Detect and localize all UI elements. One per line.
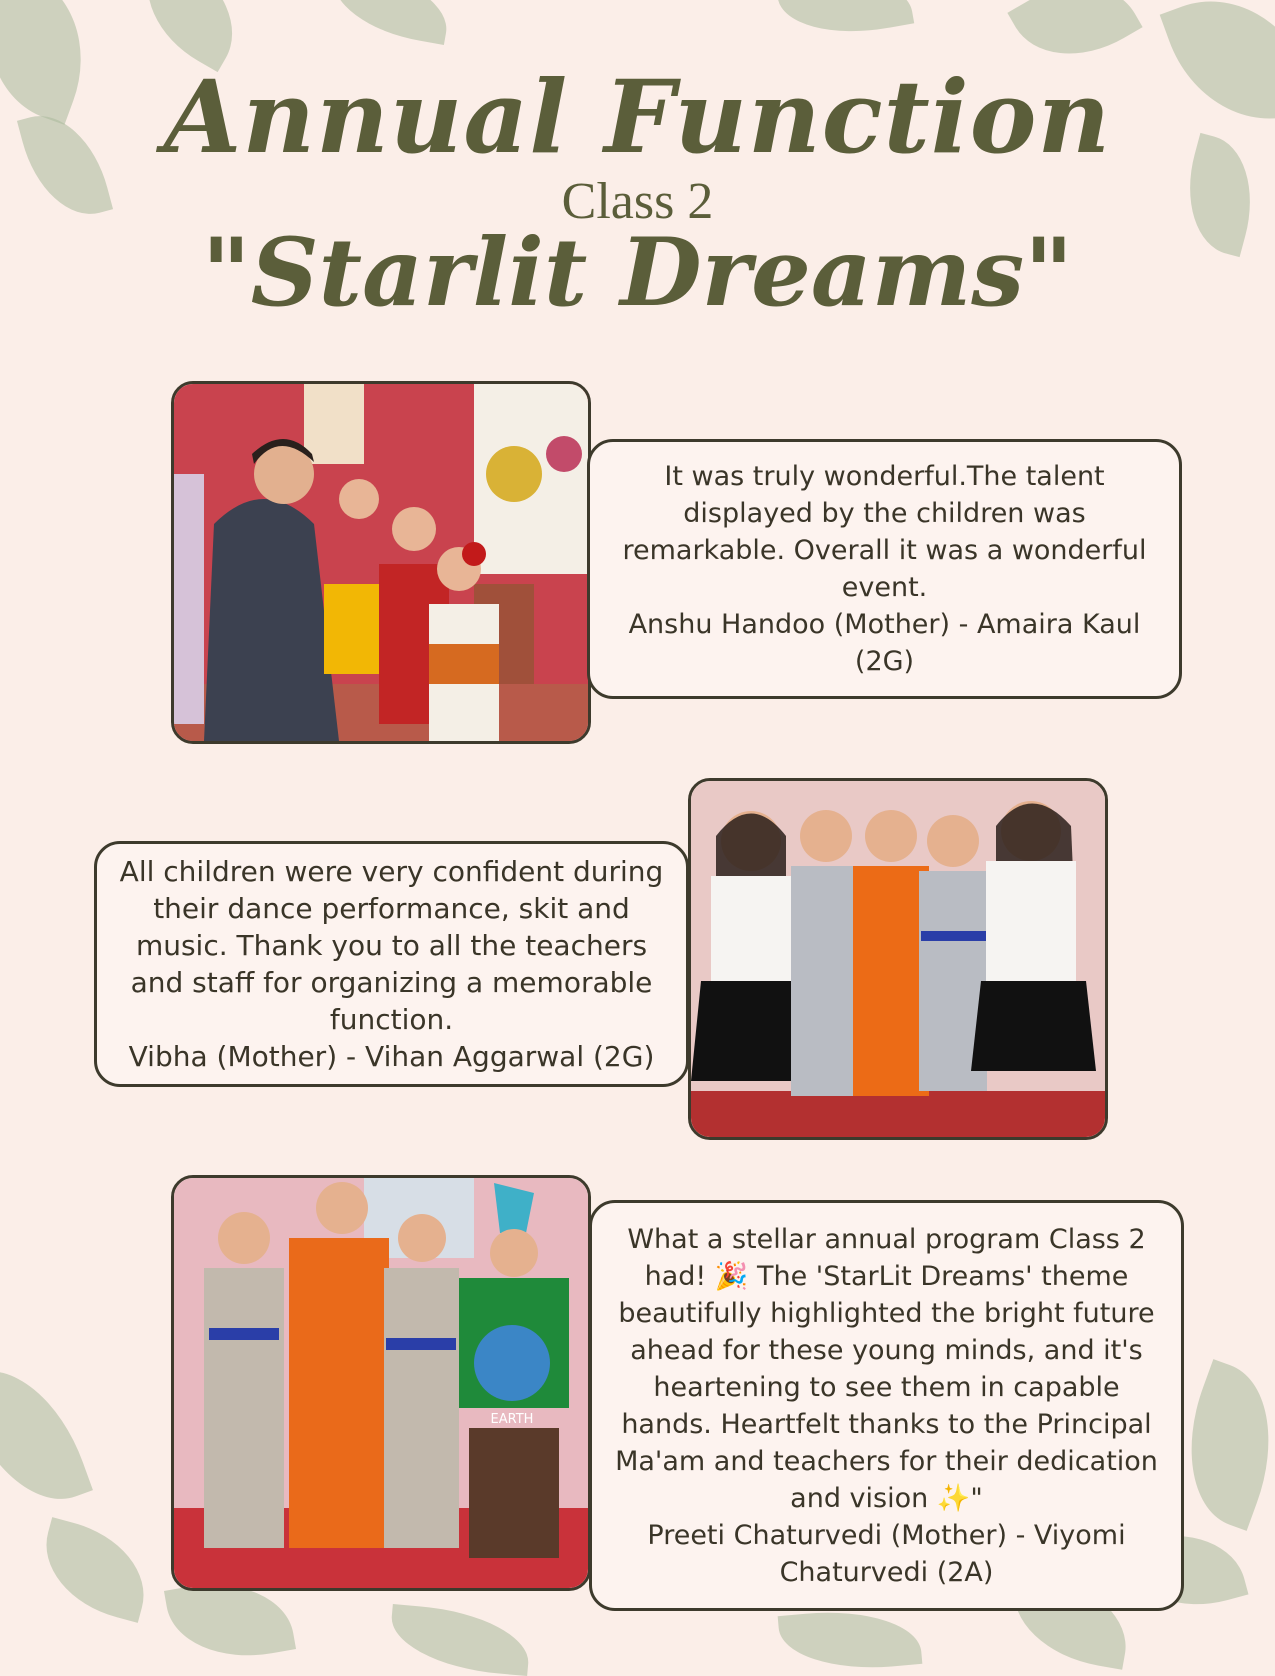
- testimonial-card: [94, 841, 689, 1087]
- event-photo-3: [171, 1175, 591, 1591]
- testimonial-text: It was truly wonderful.The talent displayed by the children was remarkable. Overall it was a wonderful event.: [622, 461, 1147, 603]
- testimonial-text: What a stellar annual program Class 2 had! 🎉 The 'StarLit Dreams' theme beautifully highlighted the bright future ahead for these young minds, and it's heartening to see them in capable hands. Heartfelt thanks to the Principal Ma'am and teachers for their dedication and vision ✨": [615, 1223, 1158, 1514]
- globe-label: EARTH: [490, 1412, 534, 1427]
- page-title: Annual Function: [163, 58, 1112, 176]
- class-label: Class 2: [561, 173, 714, 230]
- event-photo-2: [688, 778, 1108, 1140]
- leaf-decoration: [388, 1604, 533, 1676]
- testimonial-author: Vibha (Mother) - Vihan Aggarwal (2G): [128, 1040, 655, 1073]
- testimonial-card: [587, 439, 1182, 699]
- testimonial-text: All children were very confident during their dance performance, skit and music. Thank you to all the teachers and staff for organizing a memorable function.: [119, 855, 664, 1036]
- leaf-decoration: [326, 0, 455, 45]
- leaf-decoration: [32, 1517, 159, 1623]
- event-photo-1: [171, 381, 591, 744]
- testimonial-card: [589, 1200, 1184, 1611]
- leaf-decoration: [778, 1604, 923, 1676]
- testimonial-author: Preeti Chaturvedi (Mother) - Viyomi Chaturvedi (2A): [647, 1519, 1126, 1588]
- theme-title: "Starlit Dreams": [201, 218, 1074, 328]
- testimonial-author: Anshu Handoo (Mother) - Amaira Kaul (2G): [628, 609, 1141, 677]
- leaf-decoration: [776, 0, 914, 46]
- leaf-decoration: [0, 1349, 93, 1521]
